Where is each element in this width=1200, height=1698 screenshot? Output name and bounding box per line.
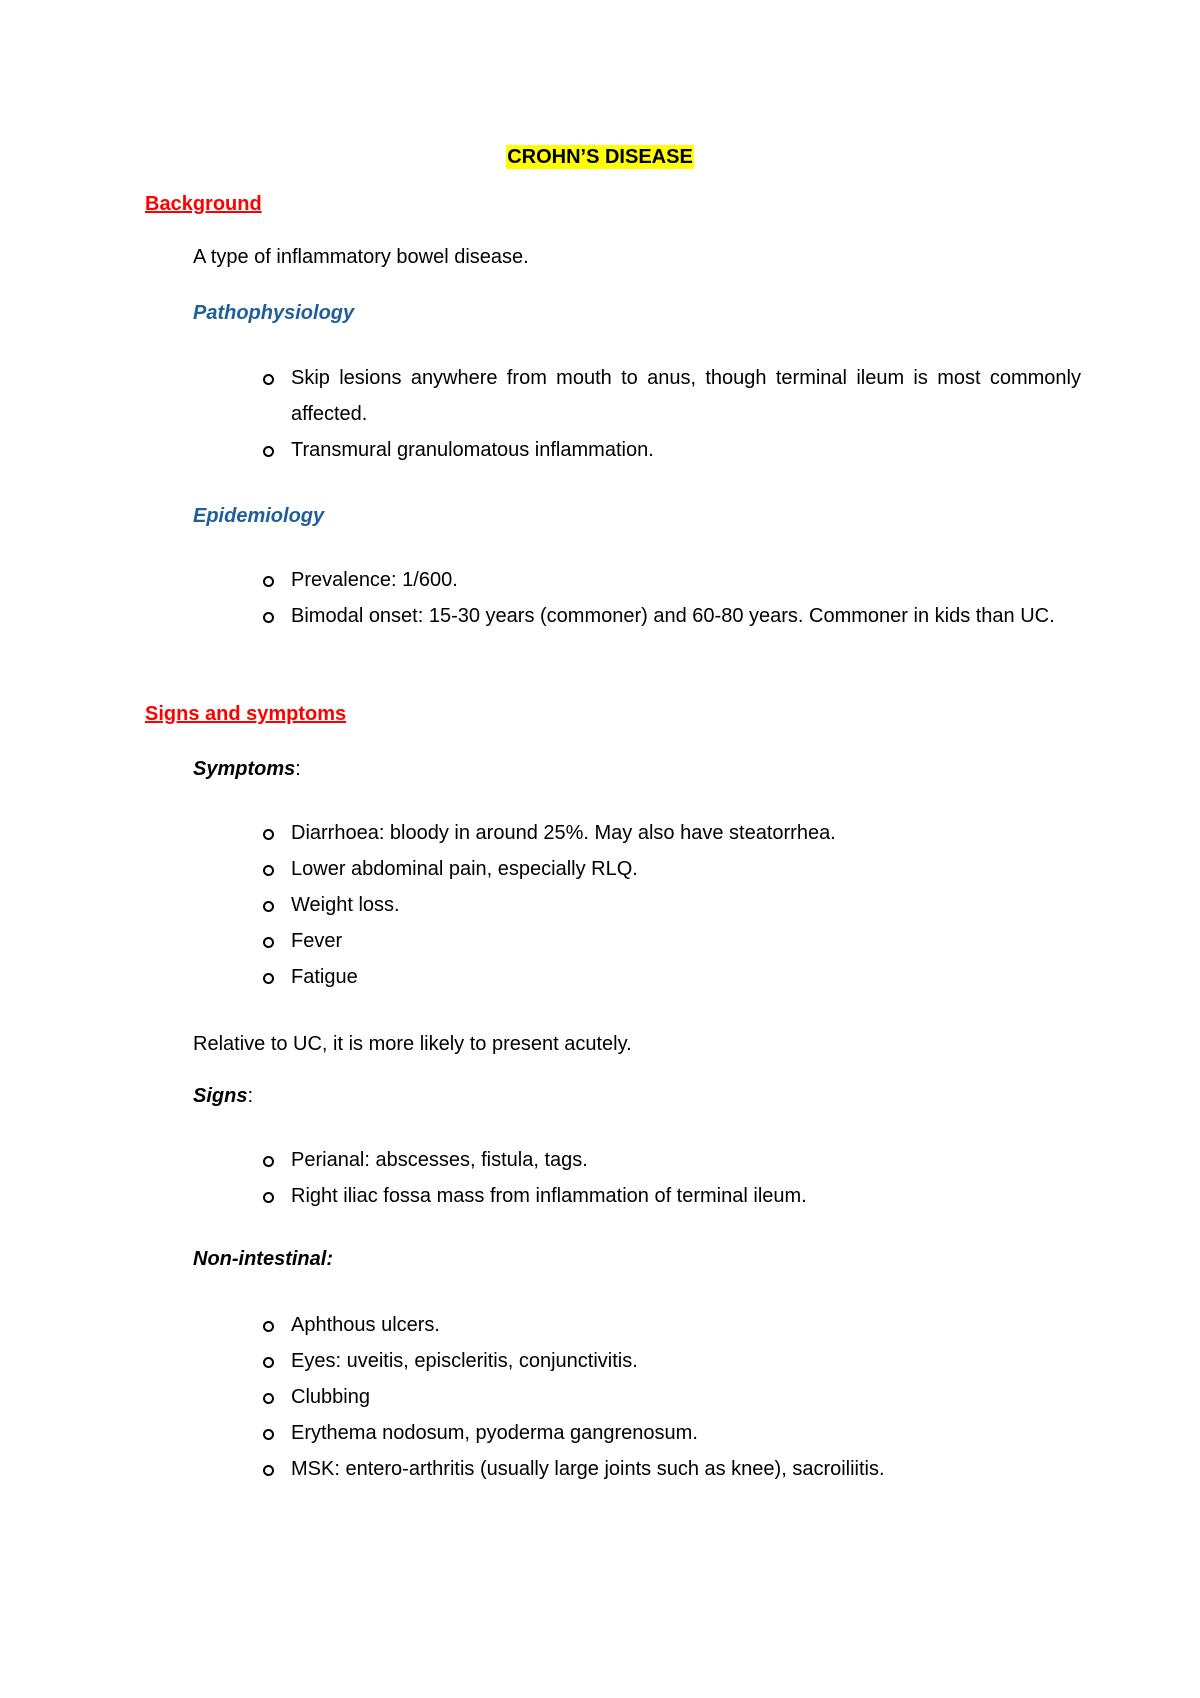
bullet-circle-icon bbox=[263, 1321, 274, 1332]
background-heading: Background bbox=[145, 193, 262, 215]
list-item: Prevalence: 1/600. bbox=[0, 562, 1081, 598]
list-item: Transmural granulomatous inflammation. bbox=[0, 432, 1081, 468]
bullet-circle-icon bbox=[263, 1465, 274, 1476]
list-item: Fatigue bbox=[0, 959, 1081, 995]
bullet-circle-icon bbox=[263, 937, 274, 948]
background-intro: A type of inflammatory bowel disease. bbox=[193, 246, 529, 268]
list-item: Erythema nodosum, pyoderma gangrenosum. bbox=[0, 1415, 1081, 1451]
bullet-circle-icon bbox=[263, 374, 274, 385]
page-title: CROHN’S DISEASE bbox=[507, 146, 693, 168]
non-intestinal-label: Non-intestinal: bbox=[193, 1248, 333, 1270]
pathophysiology-list bbox=[0, 360, 1200, 468]
list-item: Fever bbox=[0, 923, 1081, 959]
list-item: Eyes: uveitis, episcleritis, conjunctivitis. bbox=[0, 1343, 1081, 1379]
signs-symptoms-heading: Signs and symptoms bbox=[145, 703, 347, 725]
bullet-circle-icon bbox=[263, 576, 274, 587]
bullet-circle-icon bbox=[263, 1192, 274, 1203]
signs-list bbox=[0, 1142, 1200, 1214]
epidemiology-list bbox=[0, 562, 1200, 634]
bullet-circle-icon bbox=[263, 1156, 274, 1167]
bullet-circle-icon bbox=[263, 829, 274, 840]
list-item: Weight loss. bbox=[0, 887, 1081, 923]
bullet-circle-icon bbox=[263, 973, 274, 984]
bullet-circle-icon bbox=[263, 446, 274, 457]
list-item: Bimodal onset: 15-30 years (commoner) and 60-80 years. Commoner in kids than UC. bbox=[0, 598, 1081, 634]
symptoms-list bbox=[0, 815, 1200, 995]
list-item: Diarrhoea: bloody in around 25%. May also have steatorrhea. bbox=[0, 815, 1081, 851]
list-item: Perianal: abscesses, fistula, tags. bbox=[0, 1142, 1081, 1178]
bullet-circle-icon bbox=[263, 1393, 274, 1404]
list-item: Aphthous ulcers. bbox=[0, 1307, 1081, 1343]
symptoms-label: Symptoms: bbox=[193, 758, 301, 780]
title-wrap bbox=[0, 146, 1200, 169]
epidemiology-heading: Epidemiology bbox=[193, 505, 325, 527]
list-item: Right iliac fossa mass from inflammation of terminal ileum. bbox=[0, 1178, 1081, 1214]
signs-label: Signs: bbox=[193, 1085, 254, 1107]
pathophysiology-heading: Pathophysiology bbox=[193, 302, 355, 324]
acute-presentation-note: Relative to UC, it is more likely to present acutely. bbox=[193, 1033, 632, 1055]
list-item: Clubbing bbox=[0, 1379, 1081, 1415]
bullet-circle-icon bbox=[263, 865, 274, 876]
bullet-circle-icon bbox=[263, 612, 274, 623]
list-item: Lower abdominal pain, especially RLQ. bbox=[0, 851, 1081, 887]
list-item: MSK: entero-arthritis (usually large joints such as knee), sacroiliitis. bbox=[0, 1451, 1081, 1487]
bullet-circle-icon bbox=[263, 901, 274, 912]
list-item: Skip lesions anywhere from mouth to anus, though terminal ileum is most commonly affected. bbox=[0, 360, 1081, 432]
bullet-circle-icon bbox=[263, 1429, 274, 1440]
bullet-circle-icon bbox=[263, 1357, 274, 1368]
non-intestinal-list bbox=[0, 1307, 1200, 1487]
